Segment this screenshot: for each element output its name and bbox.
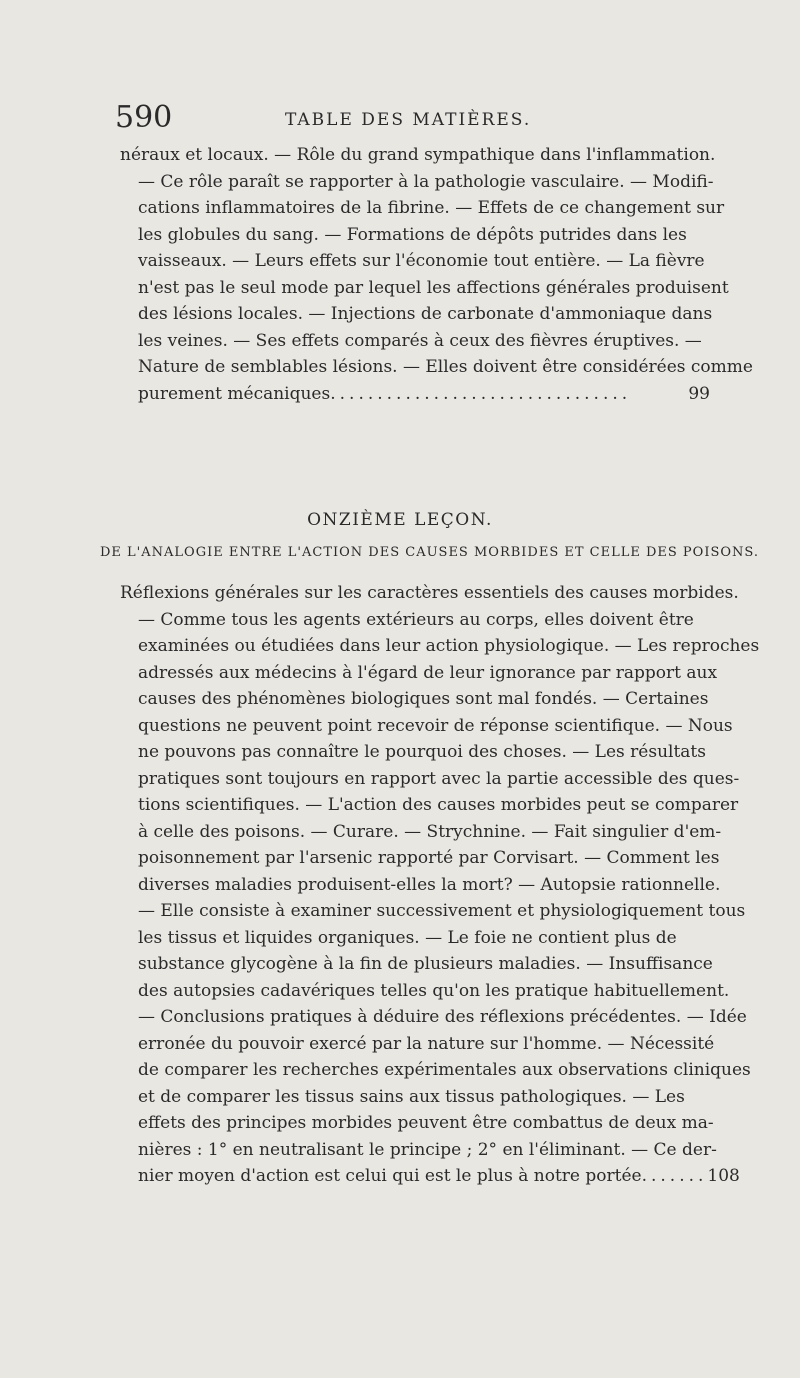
text-line: des lésions locales. — Injections de carbonate d'ammoniaque dans: [138, 304, 713, 324]
text-line: cations inflammatoires de la fibrine. — Effets de ce changement sur: [138, 198, 725, 218]
text-line: tions scientifiques. — L'action des causes morbides peut se comparer: [138, 795, 739, 815]
page-header: [115, 100, 715, 140]
text-line: — Conclusions pratiques à déduire des réflexions précédentes. — Idée: [138, 1007, 747, 1027]
page-reference: 99: [688, 383, 710, 404]
text-line: nières : 1° en neutralisant le principe ; 2° en l'éliminant. — Ce der-: [138, 1139, 717, 1160]
text-line: les globules du sang. — Formations de dépôts putrides dans les: [138, 224, 687, 245]
text-line: poisonnement par l'arsenic rapporté par Corvisart. — Comment les: [138, 848, 720, 868]
text-line: ne pouvons pas connaître le pourquoi des choses. — Les résultats: [138, 742, 706, 762]
text-line: vaisseaux. — Leurs effets sur l'économie tout entière. — La fièvre: [138, 251, 705, 271]
toc-entry-end: [120, 381, 710, 408]
entry-last-text: nier moyen d'action est celui qui est le plus à notre portée: [138, 1166, 642, 1186]
text-line: causes des phénomènes biologiques sont mal fondés. — Certaines: [138, 689, 709, 709]
text-line: néraux et locaux. — Rôle du grand sympathique dans l'inflammation.: [120, 145, 716, 165]
dot-leader: .......: [641, 1166, 708, 1186]
text-line: des autopsies cadavériques telles qu'on les pratique habituellement.: [138, 980, 730, 1001]
text-line: substance glycogène à la fin de plusieurs maladies. — Insuffisance: [138, 954, 713, 974]
text-line: et de comparer les tissus sains aux tissus pathologiques. — Les: [138, 1086, 685, 1107]
text-line: examinées ou étudiées dans leur action physiologique. — Les reproches: [138, 636, 760, 656]
text-line: effets des principes morbides peuvent être combattus de deux ma-: [138, 1113, 714, 1133]
page-reference: 108: [707, 1166, 740, 1186]
text-line: adressés aux médecins à l'égard de leur ignorance par rapport aux: [138, 662, 718, 683]
running-title: TABLE DES MATIÈRES.: [285, 110, 532, 130]
section-continued-entry: [120, 142, 753, 407]
text-line: — Ce rôle paraît se rapporter à la pathologie vasculaire. — Modifi-: [138, 171, 714, 192]
page-number: 590: [115, 100, 173, 135]
text-line: — Elle consiste à examiner successivement et physiologiquement tous: [138, 901, 746, 921]
entry-last-text: purement mécaniques: [138, 383, 331, 404]
text-line: — Comme tous les agents extérieurs au corps, elles doivent être: [138, 609, 694, 630]
text-line: erronée du pouvoir exercé par la nature sur l'homme. — Nécessité: [138, 1033, 715, 1054]
text-line: Nature de semblables lésions. — Elles doivent être considérées comme: [138, 357, 753, 377]
text-line: Réflexions générales sur les caractères essentiels des causes morbides.: [120, 583, 739, 603]
dot-leader: ................................: [330, 383, 632, 404]
text-line: les veines. — Ses effets comparés à ceux des fièvres éruptives. —: [138, 330, 702, 351]
text-line: questions ne peuvent point recevoir de réponse scientifique. — Nous: [138, 715, 733, 736]
lecon-title: ONZIÈME LEÇON.: [307, 510, 493, 530]
text-line: pratiques sont toujours en rapport avec la partie accessible des ques-: [138, 768, 740, 789]
text-line: diverses maladies produisent-elles la mort? — Autopsie rationnelle.: [138, 874, 721, 895]
lecon-subtitle: DE L'ANALOGIE ENTRE L'ACTION DES CAUSES MORBIDES ET CELLE DES POISONS.: [100, 545, 759, 560]
text-line: les tissus et liquides organiques. — Le foie ne contient plus de: [138, 927, 677, 948]
text-line: à celle des poisons. — Curare. — Strychnine. — Fait singulier d'em-: [138, 821, 722, 842]
text-line: de comparer les recherches expérimentales aux observations cliniques: [138, 1060, 751, 1080]
lecon-summary-entry: [120, 580, 760, 1190]
text-line: n'est pas le seul mode par lequel les affections générales produisent: [138, 277, 729, 298]
toc-entry-end: [120, 1163, 740, 1190]
